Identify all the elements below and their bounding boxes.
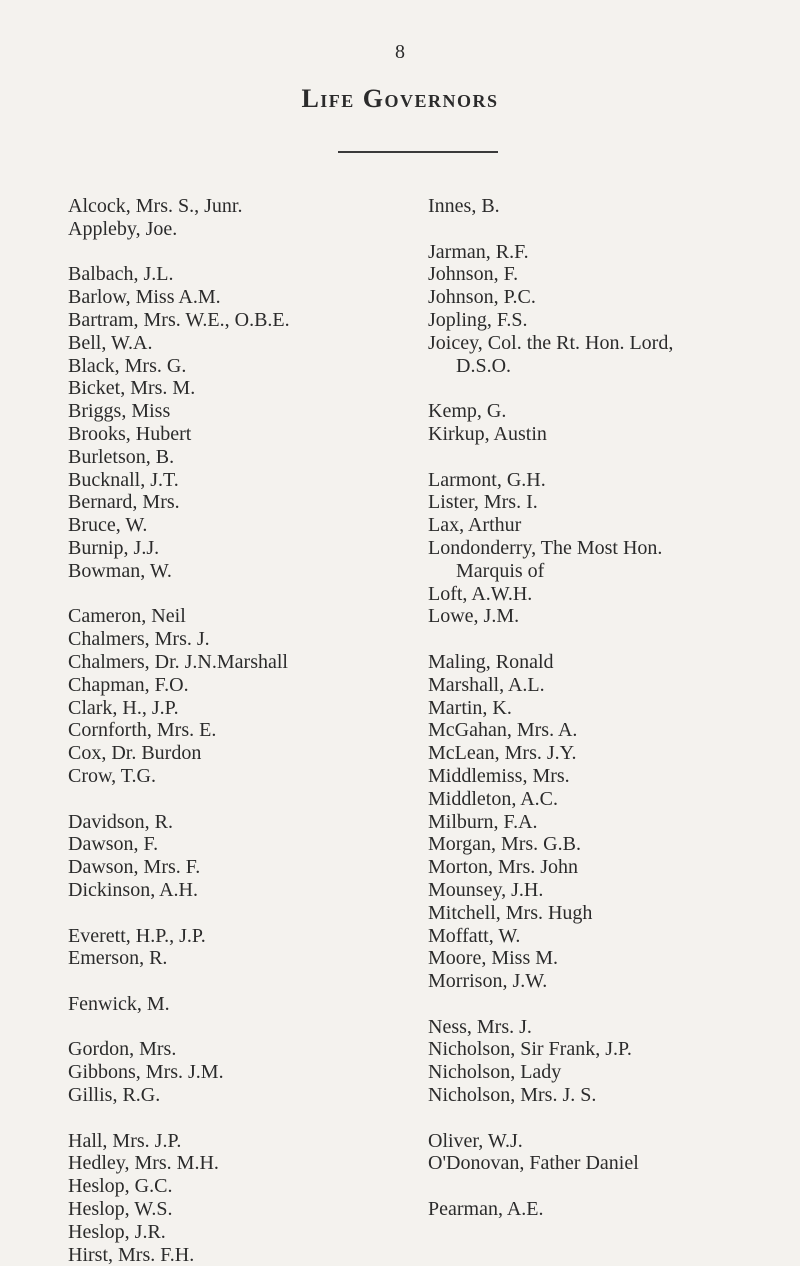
governor-entry: Davidson, R. bbox=[68, 810, 173, 833]
governor-entry: Londonderry, The Most Hon. bbox=[428, 536, 663, 559]
governor-entry: Nicholson, Mrs. J. S. bbox=[428, 1084, 597, 1107]
governor-entry: Nicholson, Lady bbox=[428, 1061, 562, 1084]
governor-entry: Fenwick, M. bbox=[68, 992, 170, 1015]
governor-entry: McLean, Mrs. J.Y. bbox=[428, 742, 577, 765]
governor-entry: Moffatt, W. bbox=[428, 924, 521, 947]
governor-entry: Bruce, W. bbox=[68, 514, 148, 537]
governor-entry: Gordon, Mrs. bbox=[68, 1038, 177, 1061]
section-gap bbox=[68, 970, 398, 993]
section-gap bbox=[68, 788, 398, 811]
governor-entry: Crow, T.G. bbox=[68, 764, 156, 787]
governor-entry: Kemp, G. bbox=[428, 400, 507, 423]
governor-entry: Cox, Dr. Burdon bbox=[68, 742, 202, 765]
governor-entry: Maling, Ronald bbox=[428, 650, 554, 673]
section-gap bbox=[428, 1175, 788, 1198]
governor-entry: Everett, H.P., J.P. bbox=[68, 924, 206, 947]
governor-entry: Johnson, P.C. bbox=[428, 286, 536, 309]
governor-entry: Dawson, Mrs. F. bbox=[68, 856, 201, 879]
governor-entry: Gibbons, Mrs. J.M. bbox=[68, 1061, 224, 1084]
governor-entry: Chapman, F.O. bbox=[68, 673, 189, 696]
governor-entry: McGahan, Mrs. A. bbox=[428, 719, 578, 742]
governor-entry: Cameron, Neil bbox=[68, 605, 186, 628]
section-gap bbox=[68, 902, 398, 925]
section-gap bbox=[428, 218, 788, 241]
governor-entry: O'Donovan, Father Daniel bbox=[428, 1152, 639, 1175]
governor-entry: Heslop, W.S. bbox=[68, 1198, 173, 1221]
section-gap bbox=[428, 1107, 788, 1130]
governor-entry: Emerson, R. bbox=[68, 947, 168, 970]
governor-entry: Heslop, J.R. bbox=[68, 1220, 166, 1243]
governor-entry: Black, Mrs. G. bbox=[68, 354, 187, 377]
governor-entry: D.S.O. bbox=[456, 354, 512, 377]
governor-entry: Bernard, Mrs. bbox=[68, 491, 180, 514]
section-gap bbox=[68, 583, 398, 606]
section-gap bbox=[428, 446, 788, 469]
governor-entry: Jopling, F.S. bbox=[428, 308, 528, 331]
governor-entry: Heslop, G.C. bbox=[68, 1175, 173, 1198]
governor-entry: Barlow, Miss A.M. bbox=[68, 286, 221, 309]
governor-entry: Dawson, F. bbox=[68, 833, 159, 856]
section-gap bbox=[68, 1016, 398, 1039]
governor-entry: Bartram, Mrs. W.E., O.B.E. bbox=[68, 308, 290, 331]
governor-entry: Burnip, J.J. bbox=[68, 536, 160, 559]
governor-entry: Balbach, J.L. bbox=[68, 263, 174, 286]
governor-entry: Bicket, Mrs. M. bbox=[68, 377, 196, 400]
governor-entry: Oliver, W.J. bbox=[428, 1129, 523, 1152]
governor-entry: Cornforth, Mrs. E. bbox=[68, 719, 217, 742]
governor-entry: Hall, Mrs. J.P. bbox=[68, 1129, 182, 1152]
governor-entry: Johnson, F. bbox=[428, 263, 519, 286]
governor-entry: Chalmers, Mrs. J. bbox=[68, 628, 210, 651]
right-name-column bbox=[428, 195, 788, 1221]
section-gap bbox=[68, 1107, 398, 1130]
governor-entry: Burletson, B. bbox=[68, 445, 175, 468]
governor-entry: Morton, Mrs. John bbox=[428, 856, 579, 879]
governor-entry: Bell, W.A. bbox=[68, 331, 153, 354]
governor-entry: Hirst, Mrs. F.H. bbox=[68, 1243, 195, 1266]
governor-entry: Lister, Mrs. I. bbox=[428, 491, 538, 514]
governor-entry: Mitchell, Mrs. Hugh bbox=[428, 901, 593, 924]
governor-entry: Briggs, Miss bbox=[68, 400, 171, 423]
governor-entry: Alcock, Mrs. S., Junr. bbox=[68, 195, 243, 217]
governor-entry: Morgan, Mrs. G.B. bbox=[428, 833, 581, 856]
governor-entry: Gillis, R.G. bbox=[68, 1084, 161, 1107]
governor-entry: Larmont, G.H. bbox=[428, 468, 546, 491]
governor-entry: Appleby, Joe. bbox=[68, 217, 178, 240]
governor-entry: Ness, Mrs. J. bbox=[428, 1015, 532, 1038]
governor-entry: Nicholson, Sir Frank, J.P. bbox=[428, 1038, 632, 1061]
governor-entry: Lowe, J.M. bbox=[428, 605, 520, 628]
governor-entry: Jarman, R.F. bbox=[428, 240, 529, 263]
governor-entry: Martin, K. bbox=[428, 696, 512, 719]
governor-entry: Middleton, A.C. bbox=[428, 787, 559, 810]
governor-entry: Lax, Arthur bbox=[428, 514, 522, 537]
section-gap bbox=[428, 993, 788, 1016]
governor-entry: Moore, Miss M. bbox=[428, 947, 559, 970]
governor-entry: Milburn, F.A. bbox=[428, 810, 538, 833]
governor-entry: Loft, A.W.H. bbox=[428, 582, 533, 605]
governor-entry: Clark, H., J.P. bbox=[68, 696, 179, 719]
governor-entry: Pearman, A.E. bbox=[428, 1198, 544, 1221]
governor-entry: Innes, B. bbox=[428, 195, 500, 217]
title-divider bbox=[338, 151, 498, 153]
governor-entry: Brooks, Hubert bbox=[68, 422, 192, 445]
section-gap bbox=[428, 377, 788, 400]
governor-entry: Bowman, W. bbox=[68, 559, 172, 582]
page-title: Life Governors bbox=[301, 84, 499, 113]
governor-entry: Marquis of bbox=[456, 559, 545, 582]
governor-entry: Hedley, Mrs. M.H. bbox=[68, 1152, 219, 1175]
governor-entry: Bucknall, J.T. bbox=[68, 468, 179, 491]
governor-entry: Dickinson, A.H. bbox=[68, 878, 198, 901]
page-number: 8 bbox=[395, 41, 405, 63]
section-gap bbox=[68, 241, 398, 264]
governor-entry: Morrison, J.W. bbox=[428, 970, 548, 993]
left-name-column bbox=[68, 195, 398, 1266]
governor-entry: Joicey, Col. the Rt. Hon. Lord, bbox=[428, 331, 674, 354]
governor-entry: Mounsey, J.H. bbox=[428, 878, 544, 901]
section-gap bbox=[428, 628, 788, 651]
governor-entry: Chalmers, Dr. J.N.Marshall bbox=[68, 650, 288, 673]
governor-entry: Middlemiss, Mrs. bbox=[428, 764, 570, 787]
governor-entry: Marshall, A.L. bbox=[428, 673, 545, 696]
governor-entry: Kirkup, Austin bbox=[428, 422, 547, 445]
